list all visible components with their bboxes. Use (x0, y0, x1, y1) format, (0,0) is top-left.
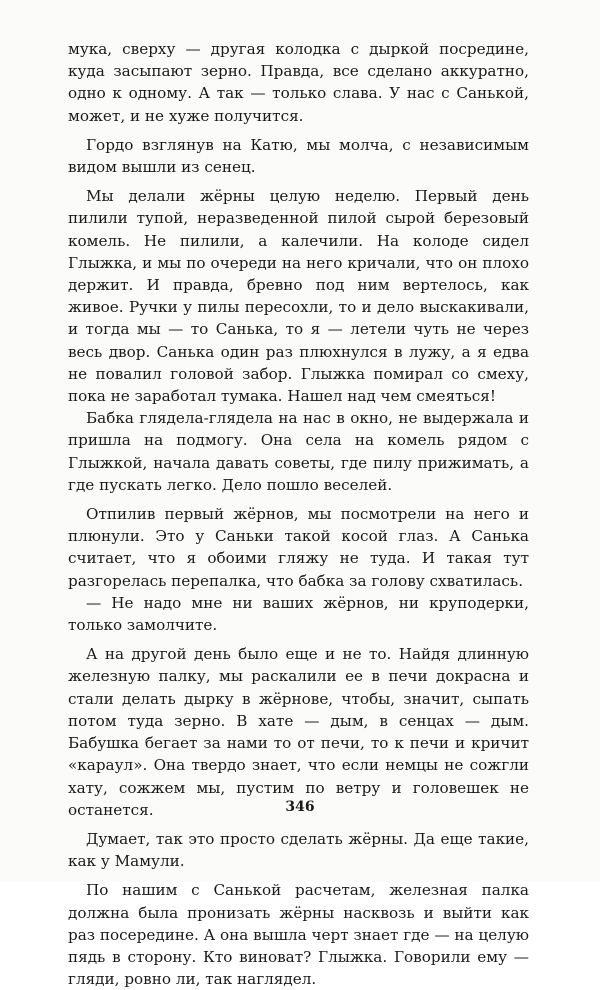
paragraph: А на другой день было еще и не то. Найдя длинную железную палку, мы раскалили ее в печи докрасна и стали делать дырку в жёрнове, чтобы, значит, сыпать потом туда зерно. В хате — дым, в сенцах — дым. Бабушка бегает за нами то от печи, то к печи и кричит «караул». Она твердо знает, что если немцы не сожгли хату, сожжем мы, пустим по ветру и головешек не останется. (68, 645, 529, 819)
page-number: 346 (285, 799, 315, 815)
paragraph: Думает, так это просто сделать жёрны. Да еще такие, как у Мамули. (68, 829, 529, 871)
paragraph: По нашим с Санькой расчетам, железная палка должна была пронизать жёрны насквозь и выйти как раз посередине. А она вышла черт знает где — на целую пядь в сторону. Кто виноват? Глыжка. Говорили ему — гляди, ровно ли, так наглядел. (68, 881, 529, 989)
paragraph: — Не надо мне ни ваших жёрнов, ни круподерки, только замолчите. (68, 593, 529, 635)
paragraph: Гордо взглянув на Катю, мы молча, с независимым видом вышли из сенец. (68, 135, 529, 177)
paragraph: Отпилив первый жёрнов, мы посмотрели на него и плюнули. Это у Саньки такой косой глаз. А Санька считает, что я обоими гляжу не туда. И такая тут разгорелась перепалка, что бабка за голову схватилась. (68, 505, 529, 590)
paragraph: мука, сверху — другая колодка с дыркой посредине, куда засыпают зерно. Правда, все сделано аккуратно, одно к одному. А так — только слава. У нас с Санькой, может, и не хуже получится. (68, 40, 529, 125)
paragraph: Бабка глядела-глядела на нас в окно, не выдержала и пришла на подмогу. Она села на комель рядом с Глыжкой, начала давать советы, где пилу прижимать, а где пускать легко. Дело пошло веселей. (68, 409, 529, 494)
body-text (68, 38, 529, 990)
paragraph: Мы делали жёрны целую неделю. Первый день пилили тупой, неразведенной пилой сырой березовый комель. Не пилили, а калечили. На колоде сидел Глыжка, и мы по очереди на него кричали, что он плохо держит. И правда, бревно под ним вертелось, как живое. Ручки у пилы пересохли, то и дело выскакивали, и тогда мы — то Санька, то я — летели чуть не через весь двор. Санька один раз плюхнулся в лужу, а я едва не повалил головой забор. Глыжка помирал со смеху, пока не заработал тумака. Нашел над чем смеяться! (68, 187, 529, 406)
